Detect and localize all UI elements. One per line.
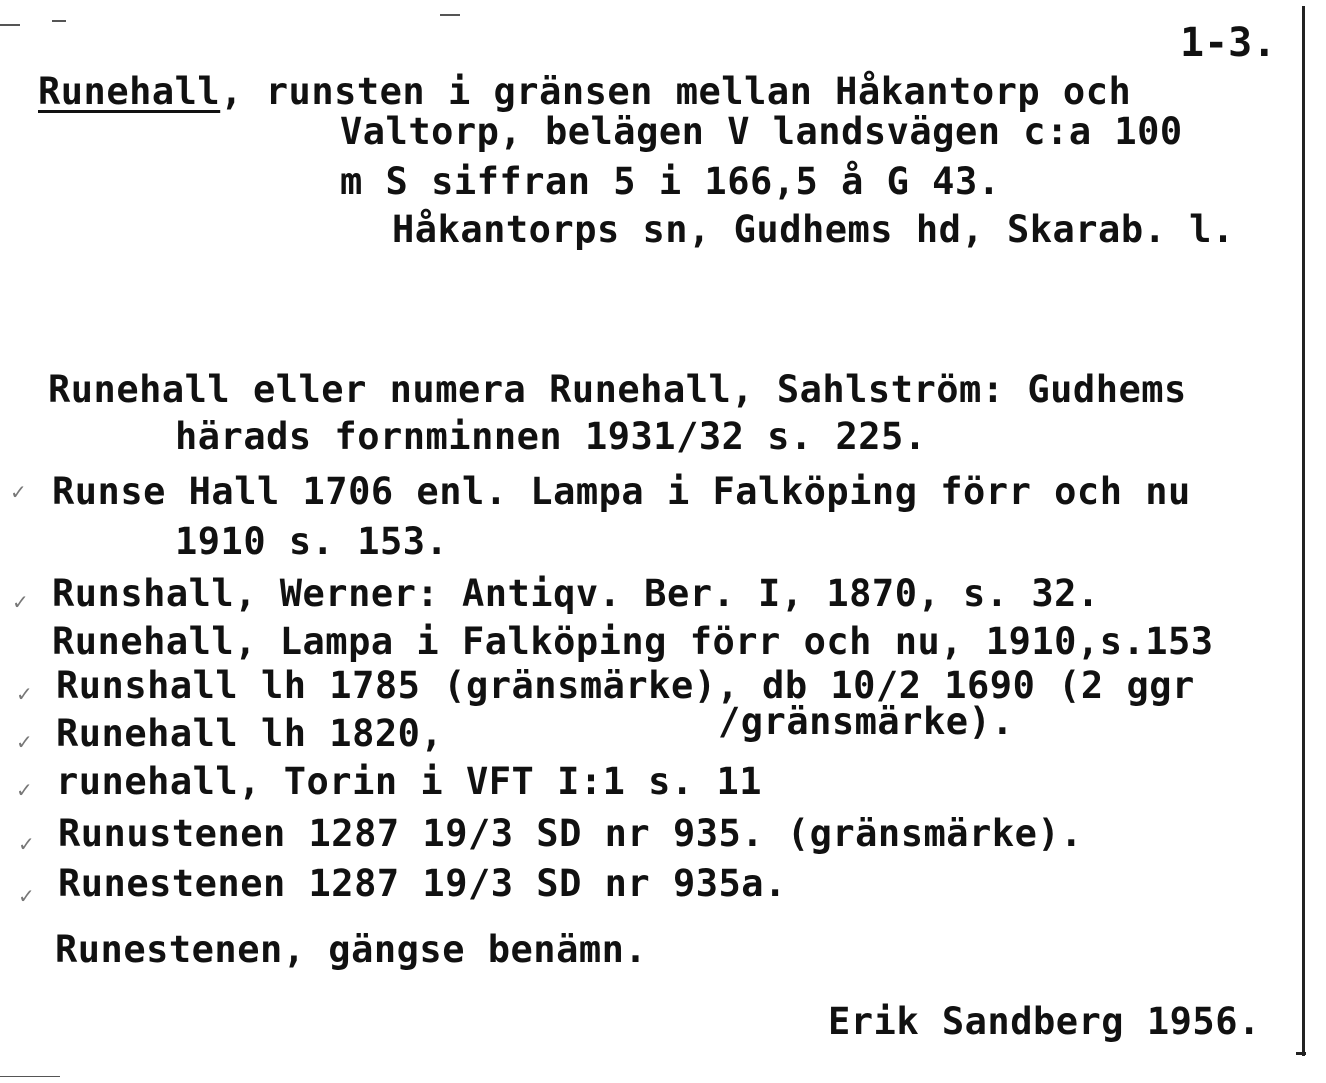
entry-line: härads fornminnen 1931/32 s. 225. (175, 415, 927, 458)
entry-line: Runshall, Werner: Antiqv. Ber. I, 1870, s. 32. (52, 572, 1100, 615)
card-reference-number: 1-3. (1180, 20, 1277, 66)
scan-mark (0, 24, 20, 26)
place-name: Runehall (38, 70, 221, 113)
entry-line: Runehall lh 1820, (56, 712, 444, 755)
check-mark-icon: ✓ (10, 480, 27, 504)
check-mark-icon: ✓ (18, 832, 35, 856)
entry-line: Runehall eller numera Runehall, Sahlström: Gudhems (48, 368, 1187, 411)
entry-line: Runshall lh 1785 (gränsmärke), db 10/2 1690 (2 ggr (56, 664, 1195, 707)
common-name-line: Runestenen, gängse benämn. (55, 928, 648, 971)
check-mark-icon: ✓ (16, 682, 33, 706)
heading-line-3: m S siffran 5 i 166,5 å G 43. (340, 160, 1001, 203)
entry-line: Runestenen 1287 19/3 SD nr 935a. (58, 862, 787, 905)
check-mark-icon: ✓ (18, 884, 35, 908)
heading-line-2: Valtorp, belägen V landsvägen c:a 100 (340, 110, 1183, 153)
scan-mark (52, 20, 66, 22)
scan-mark (0, 1076, 60, 1077)
entry-line-continuation: /gränsmärke). (718, 700, 1015, 743)
check-mark-icon: ✓ (12, 590, 29, 614)
heading-description-1: , runsten i gränsen mellan Håkantorp och (220, 70, 1132, 113)
check-mark-icon: ✓ (16, 730, 33, 754)
card-bottom-edge (1296, 1052, 1306, 1055)
entry-line: Runehall, Lampa i Falköping förr och nu, 1910,s.153 (52, 620, 1214, 663)
location-line: Håkantorps sn, Gudhems hd, Skarab. l. (392, 208, 1235, 251)
check-mark-icon: ✓ (16, 778, 33, 802)
entry-line: runehall, Torin i VFT I:1 s. 11 (56, 760, 763, 803)
heading-line-1 (38, 70, 1131, 114)
scan-mark (440, 14, 460, 16)
signature: Erik Sandberg 1956. (828, 1000, 1261, 1043)
entry-line: 1910 s. 153. (175, 520, 449, 563)
entry-line: Runustenen 1287 19/3 SD nr 935. (gränsmärke). (58, 812, 1083, 855)
entry-line: Runse Hall 1706 enl. Lampa i Falköping förr och nu (52, 470, 1191, 513)
card-right-edge (1302, 6, 1305, 1056)
